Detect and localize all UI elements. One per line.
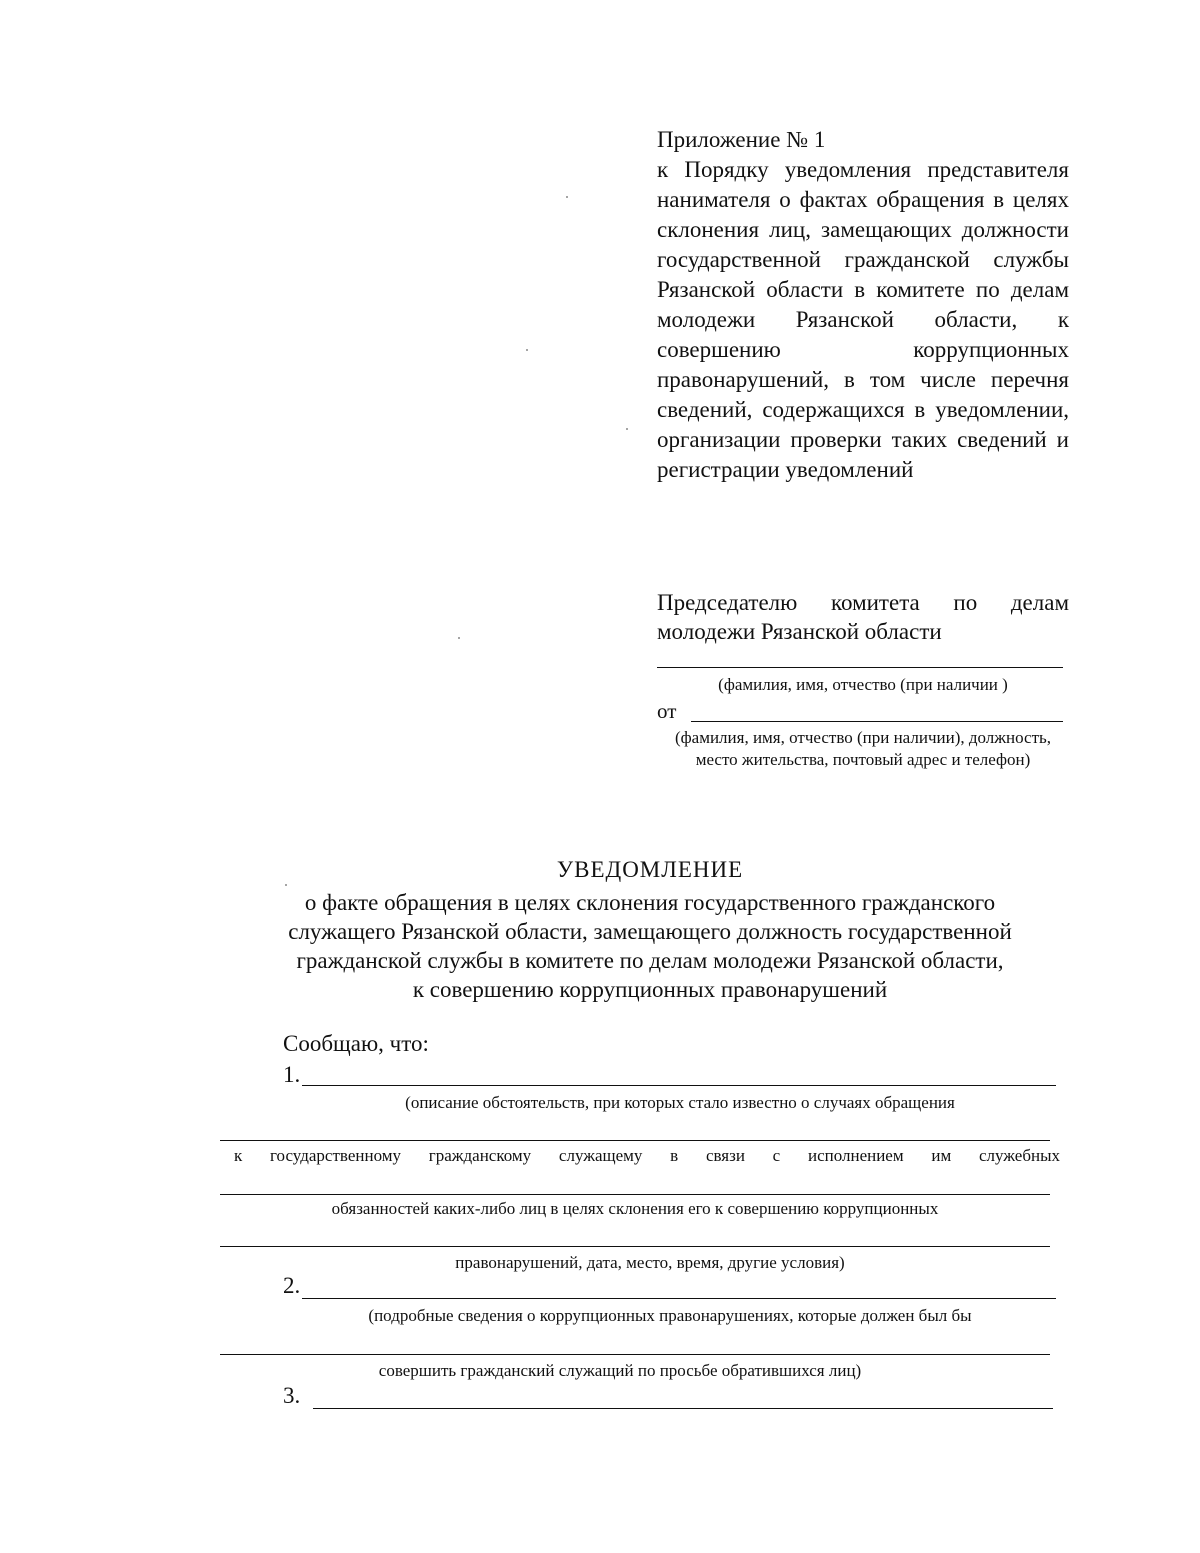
item-2-line (302, 1298, 1056, 1299)
sender-line (691, 721, 1063, 722)
document-subtitle (200, 888, 1100, 1004)
subtitle-line: о факте обращения в целях склонения государственного гражданского (304, 890, 996, 915)
item-2-hint: (подробные сведения о коррупционных правонарушениях, которые должен был бы (368, 1306, 972, 1325)
scan-speck (566, 196, 568, 198)
subtitle-line: служащего Рязанской области, замещающего должность государственной (288, 919, 1012, 944)
from-label: от (657, 699, 677, 723)
item-1-hint: обязанностей каких-либо лиц в целях склонения его к совершению коррупционных (331, 1199, 939, 1218)
subtitle-line: к совершению коррупционных правонарушений (412, 977, 888, 1002)
subtitle-line: гражданской службы в комитете по делам молодежи Рязанской области, (296, 948, 1004, 973)
addressee-text: Председателю комитета по делам молодежи Рязанской области (657, 590, 1069, 644)
annex-title: Приложение № 1 (657, 127, 826, 152)
sender-hint: (фамилия, имя, отчество (при наличии), должность, место жительства, почтовый адрес и телефон) (674, 728, 1052, 769)
scan-speck (458, 637, 460, 639)
scan-speck (626, 428, 628, 430)
item-1-line (302, 1085, 1056, 1086)
item-2-hint: совершить гражданский служащий по просьбе обратившихся лиц) (378, 1361, 862, 1380)
item-1-hint: правонарушений, дата, место, время, другие условия) (455, 1253, 845, 1272)
annex-text: к Порядку уведомления представителя нанимателя о фактах обращения в целях склонения лиц, замещающих должности государственной гражданской службы Рязанской области в комитете по делам молодежи Рязанской области, к совершению коррупционных правонарушений, в том числе перечня сведений, содержащихся в уведомлении, организации проверки таких сведений и регистрации уведомлений (657, 157, 1069, 482)
document-title: УВЕДОМЛЕНИЕ (556, 857, 744, 882)
item-1-line (220, 1194, 1050, 1195)
item-3-line (313, 1408, 1053, 1409)
item-3-number: 3. (283, 1383, 301, 1408)
recipient-name-line (657, 667, 1063, 668)
scan-speck (526, 349, 528, 351)
item-1-hint: (описание обстоятельств, при которых стало известно о случаях обращения (405, 1093, 955, 1112)
item-1-line (220, 1140, 1050, 1141)
annex-block (657, 125, 1069, 485)
item-1-hint: к государственному гражданскому служащему в связи с исполнением им служебных (234, 1146, 1060, 1165)
scan-speck (285, 884, 287, 886)
item-2-number: 2. (283, 1273, 301, 1298)
recipient-name-hint: (фамилия, имя, отчество (при наличии ) (718, 675, 1008, 694)
item-1-line (220, 1246, 1050, 1247)
report-lead: Сообщаю, что: (283, 1031, 429, 1056)
item-1-number: 1. (283, 1062, 301, 1087)
item-2-line (220, 1354, 1050, 1355)
